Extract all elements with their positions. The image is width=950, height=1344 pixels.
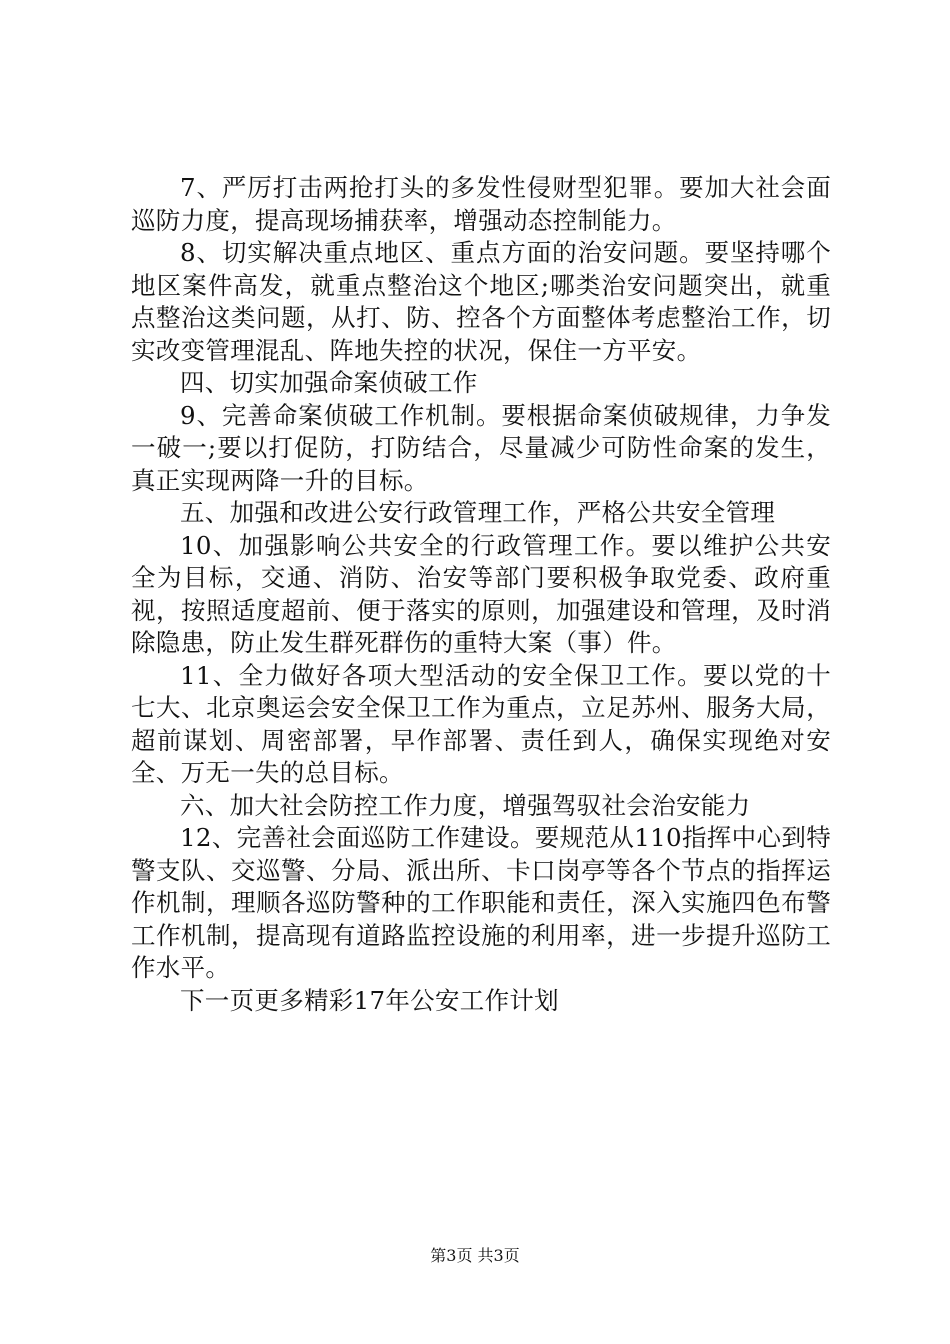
document-body [131,172,831,1017]
paragraph-item-12: 12、完善社会面巡防工作建设。要规范从110指挥中心到特警支队、交巡警、分局、派出所、卡口岗亭等各个节点的指挥运作机制，理顺各巡防警种的工作职能和责任，深入实施四色布警工作机制，提高现有道路监控设施的利用率，进一步提升巡防工作水平。 [131,823,831,982]
section-heading-5: 五、加强和改进公安行政管理工作，严格公共安全管理 [180,498,776,527]
paragraph-item-11: 11、全力做好各项大型活动的安全保卫工作。要以党的十七大、北京奥运会安全保卫工作为重点，立足苏州、服务大局，超前谋划、周密部署，早作部署、责任到人，确保实现绝对安全、万无一失的总目标。 [131,660,831,787]
section-heading-6: 六、加大社会防控工作力度，增强驾驭社会治安能力 [180,790,751,820]
page-number-footer: 第3页 共3页 [430,1246,520,1265]
paragraph-item-7: 7、严厉打击两抢打头的多发性侵财型犯罪。要加大社会面巡防力度，提高现场捕获率，增强动态控制能力。 [131,173,831,235]
paragraph-item-10: 10、加强影响公共安全的行政管理工作。要以维护公共安全为目标，交通、消防、治安等部门要积极争取党委、政府重视，按照适度超前、便于落实的原则，加强建设和管理，及时消除隐患，防止发生群死群伤的重特大案（事）件。 [131,530,831,657]
paragraph-item-8: 8、切实解决重点地区、重点方面的治安问题。要坚持哪个地区案件高发，就重点整治这个地区;哪类治安问题突出，就重点整治这类问题，从打、防、控各个方面整体考虑整治工作，切实改变管理混乱、阵地失控的状况，保住一方平安。 [131,238,831,365]
paragraph-item-9: 9、完善命案侦破工作机制。要根据命案侦破规律，力争发一破一;要以打促防，打防结合，尽量减少可防性命案的发生，真正实现两降一升的目标。 [131,400,831,495]
section-heading-4: 四、切实加强命案侦破工作 [180,368,478,397]
next-page-link-text: 下一页更多精彩17年公安工作计划 [180,985,559,1015]
